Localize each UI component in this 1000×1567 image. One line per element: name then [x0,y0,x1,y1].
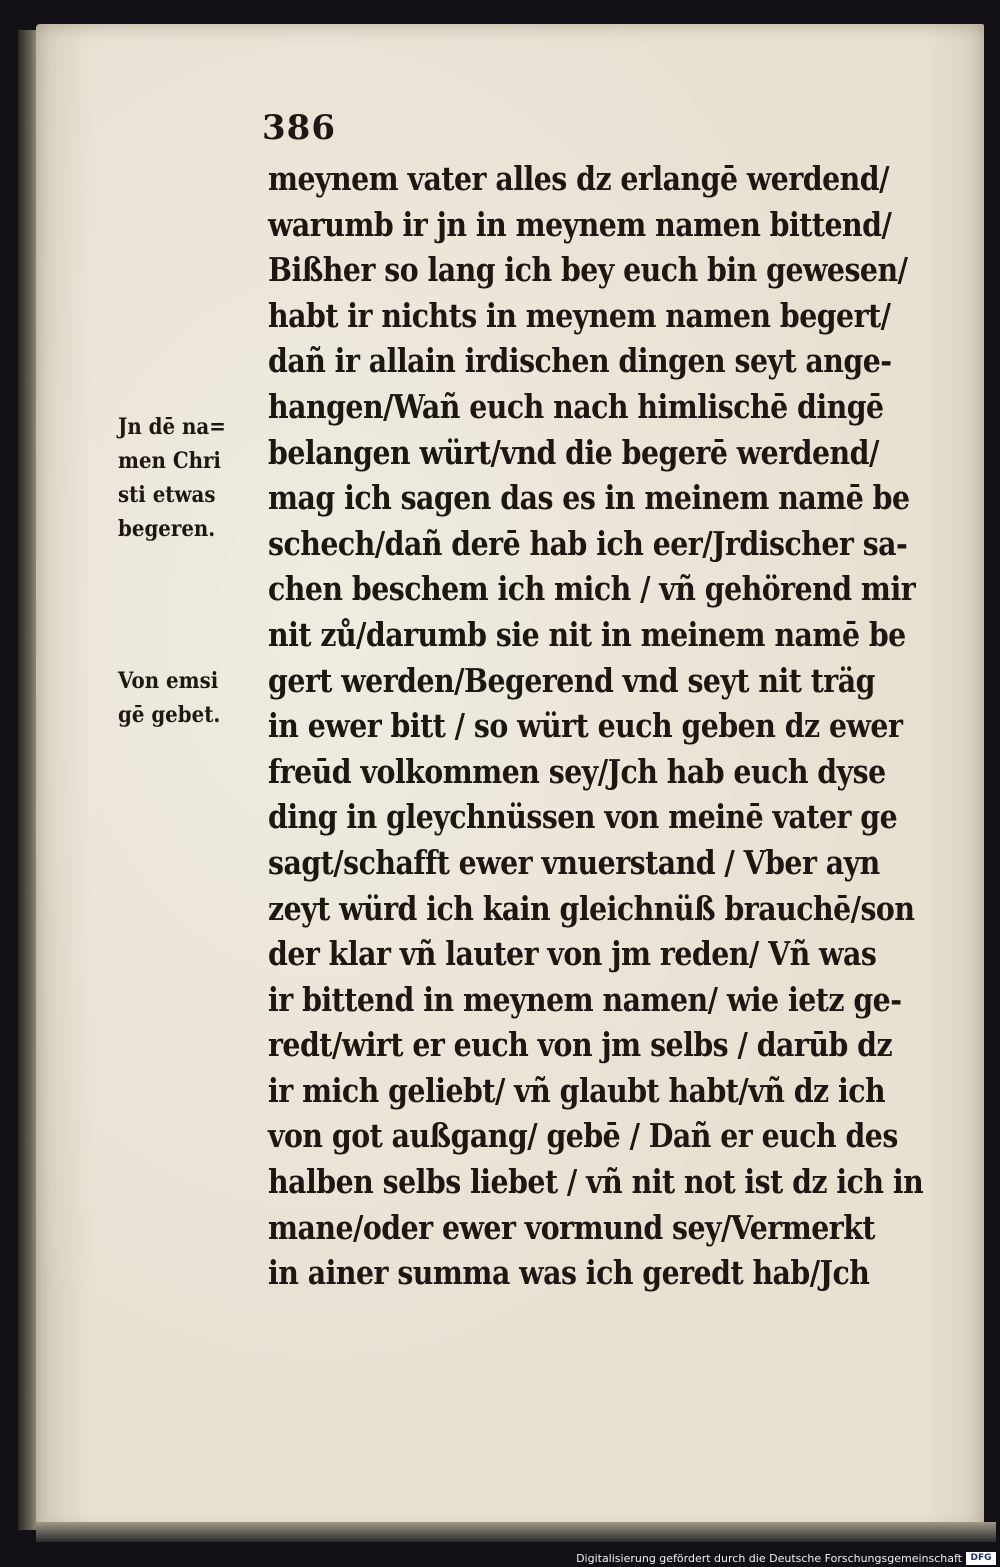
text-line: gert werden/Begerend vnd seyt nit träg [268,660,875,700]
dfg-logo: DFG [966,1552,996,1565]
text-line: schech/dañ derē hab ich eer/Jrdischer sa- [268,523,908,563]
margin-note-line: Jn dē na= [118,414,226,440]
page-edge-shadow [18,30,38,1530]
text-line: nit zů/darumb sie nit in meinem namē be [268,614,906,654]
text-line: ding in gleychnüssen von meinē vater ge [268,797,898,837]
text-line: mag ich sagen das es in meinem namē be [268,478,910,518]
text-line: ir mich geliebt/ vñ glaubt habt/vñ dz ich [268,1070,886,1110]
margin-note-prayer-in-name [118,410,238,546]
margin-note-line: gē gebet. [118,702,221,728]
text-line: zeyt würd ich kain gleichnüß brauchē/son [268,888,915,928]
text-line: in ewer bitt / so würt euch geben dz ewer [268,706,903,746]
text-line: habt ir nichts in meynem namen begert/ [268,295,891,335]
text-line: chen beschem ich mich / vñ gehörend mir [268,569,916,609]
main-text-block [268,156,968,1296]
margin-note-line: men Chri [118,448,221,474]
text-line: freūd volkommen sey/Jch hab euch dyse [268,751,886,791]
text-line: hangen/Wañ euch nach himlischē dingē [268,386,884,426]
text-line: sagt/schafft ewer vnuerstand / Vber ayn [268,842,880,882]
text-line: meynem vater alles dz erlangē werdend/ [268,159,889,198]
text-line: Bißher so lang ich bey euch bin gewesen/ [268,250,908,290]
text-line: mane/oder ewer vormund sey/Vermerkt [268,1207,875,1247]
text-line: dañ ir allain irdischen dingen seyt ange- [268,341,892,381]
margin-note-earnest-prayer [118,664,232,732]
margin-note-line: begeren. [118,516,216,542]
text-line: warumb ir jn in meynem namen bittend/ [268,204,892,244]
text-line: ir bittend in meynem namen/ wie ietz ge- [268,979,902,1019]
text-line: der klar vñ lauter von jm reden/ Vñ was [268,934,877,974]
page-bottom-shadow [36,1522,996,1542]
text-line: belangen würt/vnd die begerē werdend/ [268,432,879,472]
page-number: 386 [262,108,336,148]
text-line: redt/wirt er euch von jm selbs / darūb dz [268,1025,893,1065]
text-line: von got außgang/ gebē / Dañ er euch des [268,1116,898,1156]
margin-note-line: Von emsi [118,668,219,694]
digitization-credit: Digitalisierung gefördert durch die Deutsche Forschungsgemeinschaft [576,1552,962,1565]
text-line: halben selbs liebet / vñ nit not ist dz ich in [268,1162,924,1202]
text-line: in ainer summa was ich geredt hab/Jch [268,1253,870,1293]
margin-note-line: sti etwas [118,482,216,508]
